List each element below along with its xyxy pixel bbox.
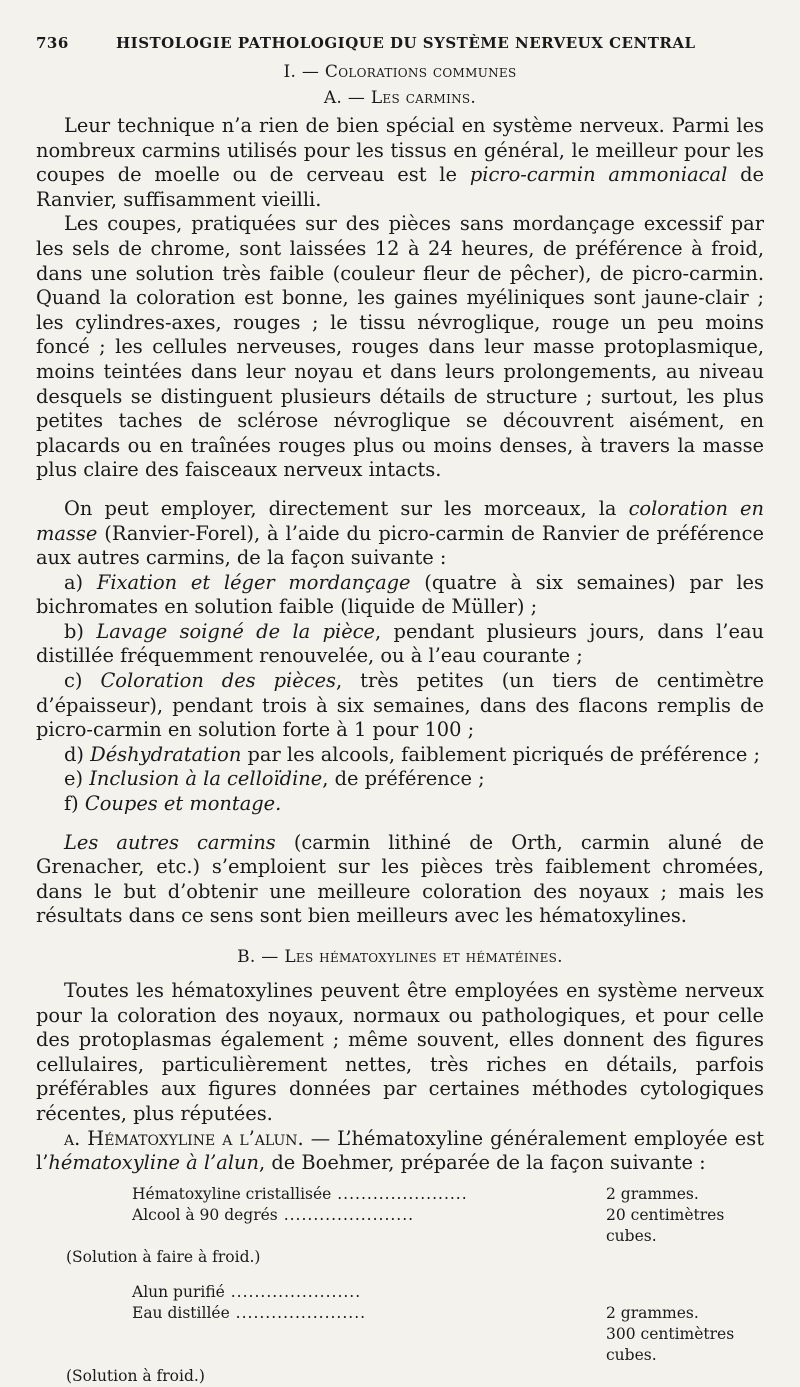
running-title: HISTOLOGIE PATHOLOGIQUE DU SYSTÈME NERVEUX CENTRAL bbox=[116, 34, 696, 52]
recipe-1-note: (Solution à faire à froid.) bbox=[66, 1247, 261, 1266]
recipe-2-note: (Solution à froid.) bbox=[66, 1366, 205, 1385]
ingredient-quantity: 20 centimètres cubes. bbox=[606, 1205, 725, 1245]
running-head bbox=[36, 28, 764, 58]
recipe-row bbox=[36, 1282, 764, 1303]
list-item-term: Fixation et léger mordançage bbox=[96, 570, 411, 594]
paragraph-autres-text: (carmin lithiné de Orth, carmin aluné de Grenacher, etc.) s’emploient sur les pièces très faiblement chromées, dans le but d’obtenir une meilleure coloration des noyaux ; mais les résultats dans ce sens sont bien meilleurs avec les hématoxylines. bbox=[36, 830, 764, 928]
paragraph-autres-carmins bbox=[36, 831, 764, 929]
list-item-term: Coloration des pièces bbox=[100, 669, 336, 693]
list-item bbox=[36, 767, 764, 792]
text-run: de Ranvier, suffisamment vieilli. bbox=[36, 163, 764, 211]
subsection-heading-A: A. — Les carmins. bbox=[323, 88, 477, 108]
italic-term: coloration en masse bbox=[36, 496, 764, 545]
list-item-label: c) bbox=[64, 669, 83, 693]
ingredient-name: Alun purifié ..... bbox=[36, 1282, 592, 1303]
ingredient-name: Eau distillée ..... bbox=[36, 1303, 592, 1324]
book-page bbox=[36, 28, 764, 1387]
italic-term: picro-carmin ammoniacal bbox=[469, 163, 728, 187]
recipe-row bbox=[36, 1324, 764, 1366]
list-item bbox=[36, 743, 764, 768]
list-item-text: , très petites (un tiers de centimètre d’épaisseur), pendant trois à six semaines, dans des flacons remplis de picro-carmin en solution forte à 1 pour 100 ; bbox=[36, 669, 764, 742]
ingredient-quantity: 2 grammes. bbox=[606, 1184, 699, 1203]
list-item-term: Déshydratation bbox=[90, 742, 242, 766]
paragraph-hematoxyline-alun bbox=[36, 1127, 764, 1176]
list-item-term: Inclusion à la celloïdine bbox=[89, 767, 323, 791]
recipe-row bbox=[36, 1205, 764, 1247]
label-hematoxyline-alun: a. Hématoxyline a l’alun. bbox=[64, 1126, 304, 1150]
list-item-text: par les alcools, faiblement picriqués de préférence ; bbox=[241, 742, 761, 766]
para-a-text-1: — L’hématoxyline généralement employée est l’ bbox=[36, 1126, 764, 1175]
recipe-block bbox=[36, 1184, 764, 1387]
ingredient-name: Hématoxyline cristallisée ..... bbox=[36, 1184, 592, 1205]
list-item-text: (quatre à six semaines) par les bichromates en solution faible (liquide de Müller) ; bbox=[36, 570, 764, 619]
paragraph-hematoxylines: Toutes les hématoxylines peuvent être employées en système nerveux pour la coloration des noyaux, normaux ou pathologiques, et pour celle des protoplasmas également ; même souvent, elles donnent des figures cellulaires, particulièrement nettes, très riches en détails, parfois préférables aux figures données par certaines méthodes cytologiques récentes, plus réputées. bbox=[36, 979, 764, 1125]
list-item-term: Lavage soigné de la pièce bbox=[96, 619, 376, 643]
list-item bbox=[36, 571, 764, 620]
ingredient-quantity bbox=[592, 1282, 764, 1303]
list-item-term: Coupes et montage. bbox=[84, 792, 282, 816]
recipe-row bbox=[36, 1184, 764, 1205]
paragraph-carmins-2 bbox=[36, 497, 764, 571]
ingredient-name bbox=[36, 1324, 592, 1366]
paragraph-carmins-0 bbox=[36, 114, 764, 212]
list-item bbox=[36, 620, 764, 669]
list-item-label: e) bbox=[64, 767, 84, 791]
list-item-text: , pendant plusieurs jours, dans l’eau distillée fréquemment renouvelée, ou à l’eau courante ; bbox=[36, 619, 764, 668]
para-a-text-2: , de Boehmer, préparée de la façon suivante : bbox=[259, 1151, 706, 1175]
term-autres-carmins: Les autres carmins bbox=[64, 830, 276, 854]
list-item-label: d) bbox=[64, 742, 84, 766]
page-number: 736 bbox=[36, 34, 69, 52]
list-item-label: b) bbox=[64, 619, 84, 643]
subsection-heading-B: B. — Les hématoxylines et hématéines. bbox=[237, 947, 563, 967]
list-item bbox=[36, 792, 764, 817]
text-run: (Ranvier-Forel), à l’aide du picro-carmin de Ranvier de préférence aux autres carmins, de la façon suivante : bbox=[36, 521, 764, 570]
term-hematoxyline-alun: hématoxyline à l’alun bbox=[48, 1151, 260, 1175]
ingredient-quantity: 300 centimètres cubes. bbox=[606, 1324, 735, 1364]
coloration-steps-list bbox=[36, 571, 764, 817]
list-item-label: a) bbox=[64, 570, 84, 594]
list-item bbox=[36, 669, 764, 743]
carmins-text bbox=[36, 114, 764, 571]
text-run: Leur technique n’a rien de bien spécial en système nerveux. Parmi les nombreux carmins utilisés pour les tissus en général, le meilleur pour les coupes de moelle ou de cerveau est le bbox=[36, 114, 764, 187]
ingredient-quantity: 2 grammes. bbox=[606, 1303, 699, 1322]
list-item-label: f) bbox=[64, 792, 79, 816]
list-item-text: , de préférence ; bbox=[322, 767, 485, 791]
recipe-row bbox=[36, 1303, 764, 1324]
text-run: On peut employer, directement sur les morceaux, la bbox=[64, 496, 629, 520]
paragraph-carmins-1 bbox=[36, 212, 764, 483]
text-run: Les coupes, pratiquées sur des pièces sans mordançage excessif par les sels de chrome, sont laissées 12 à 24 heures, de préférence à froid, dans une solution très faible (couleur fleur de pêcher), de picro-carmin. Quand la coloration est bonne, les gaines myéliniques sont jaune-clair ; les cylindres-axes, rouges ; le tissu névroglique, rouge un peu moins foncé ; les cellules nerveuses, rouges dans leur masse protoplasmique, moins teintées dans leur noyau et dans leurs prolongements, au niveau desquels se distinguent plusieurs détails de structure ; surtout, les plus petites taches de sclérose névroglique se découvrent aisément, en placards ou en traînées rouges plus ou moins denses, à travers la masse plus claire des faisceaux nerveux intacts. bbox=[36, 212, 764, 482]
section-heading-I: I. — Colorations communes bbox=[283, 62, 517, 82]
ingredient-name: Alcool à 90 degrés ..... bbox=[36, 1205, 592, 1247]
